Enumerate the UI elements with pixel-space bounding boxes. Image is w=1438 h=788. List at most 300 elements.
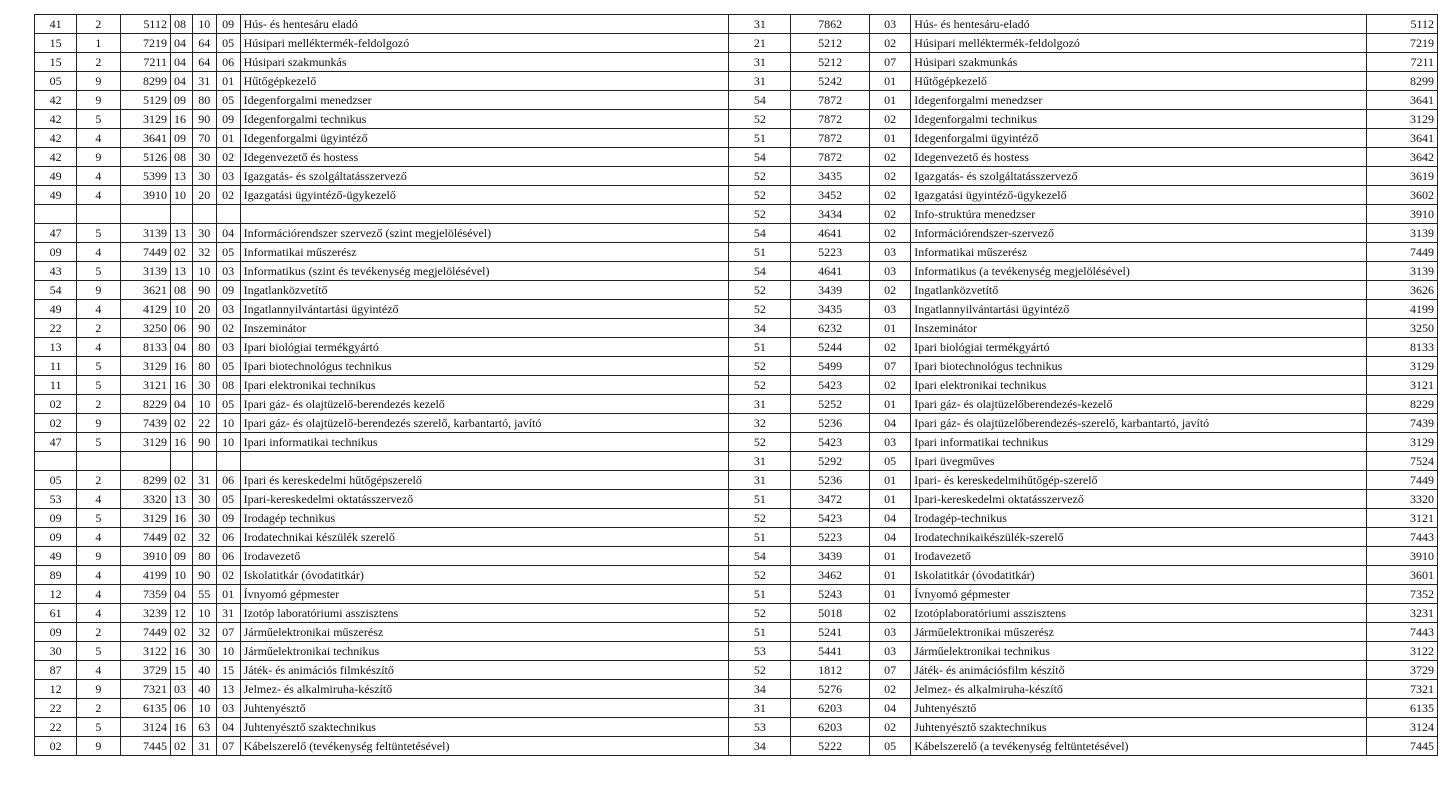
right-code-cell: 3435 xyxy=(791,167,870,186)
left-code-d-cell: 64 xyxy=(192,53,216,72)
left-code-d-cell: 22 xyxy=(192,414,216,433)
left-code-d-cell: 55 xyxy=(192,585,216,604)
left-code-d-cell: 31 xyxy=(192,72,216,91)
left-code-c-cell: 10 xyxy=(170,300,192,319)
right-feor-cell: 3641 xyxy=(1367,129,1438,148)
left-code-b-cell: 5 xyxy=(77,433,120,452)
table-row xyxy=(35,452,1438,471)
left-feor-cell: 7439 xyxy=(120,414,170,433)
right-level-cell: 31 xyxy=(729,699,791,718)
left-feor-cell: 3121 xyxy=(120,376,170,395)
right-level-cell: 52 xyxy=(729,205,791,224)
left-code-d-cell: 40 xyxy=(192,680,216,699)
left-code-b-cell: 4 xyxy=(77,186,120,205)
right-code-cell: 5236 xyxy=(791,414,870,433)
left-code-c-cell: 16 xyxy=(170,718,192,737)
left-feor-cell: 3129 xyxy=(120,110,170,129)
right-seq-cell: 05 xyxy=(869,737,910,756)
table-row xyxy=(35,186,1438,205)
right-seq-cell: 03 xyxy=(869,433,910,452)
right-feor-cell: 3139 xyxy=(1367,224,1438,243)
left-code-b-cell: 5 xyxy=(77,509,120,528)
left-feor-cell: 7321 xyxy=(120,680,170,699)
table-row xyxy=(35,642,1438,661)
left-code-a-cell: 42 xyxy=(35,148,77,167)
table-row xyxy=(35,110,1438,129)
right-feor-cell: 7211 xyxy=(1367,53,1438,72)
right-level-cell: 51 xyxy=(729,585,791,604)
left-code-c-cell: 10 xyxy=(170,566,192,585)
left-code-e-cell: 10 xyxy=(216,433,240,452)
right-seq-cell: 01 xyxy=(869,490,910,509)
table-row xyxy=(35,376,1438,395)
left-code-b-cell: 4 xyxy=(77,300,120,319)
left-code-d-cell: 32 xyxy=(192,528,216,547)
right-occupation-name-cell: Hús- és hentesáru-eladó xyxy=(911,15,1367,34)
right-feor-cell: 7449 xyxy=(1367,471,1438,490)
right-level-cell: 52 xyxy=(729,566,791,585)
right-occupation-name-cell: Ívnyomó gépmester xyxy=(911,585,1367,604)
left-occupation-name-cell: Húsipari szakmunkás xyxy=(240,53,729,72)
right-seq-cell: 01 xyxy=(869,91,910,110)
table-row xyxy=(35,338,1438,357)
right-feor-cell: 3231 xyxy=(1367,604,1438,623)
left-code-a-cell: 49 xyxy=(35,186,77,205)
left-code-e-cell: 09 xyxy=(216,110,240,129)
left-code-a-cell: 12 xyxy=(35,680,77,699)
right-occupation-name-cell: Információrendszer-szervező xyxy=(911,224,1367,243)
right-occupation-name-cell: Járműelektronikai technikus xyxy=(911,642,1367,661)
left-code-e-cell: 15 xyxy=(216,661,240,680)
right-feor-cell: 4199 xyxy=(1367,300,1438,319)
right-seq-cell: 03 xyxy=(869,15,910,34)
right-seq-cell: 04 xyxy=(869,414,910,433)
right-feor-cell: 7443 xyxy=(1367,528,1438,547)
right-code-cell: 5236 xyxy=(791,471,870,490)
left-code-b-cell: 4 xyxy=(77,167,120,186)
right-occupation-name-cell: Idegenforgalmi technikus xyxy=(911,110,1367,129)
right-feor-cell: 3129 xyxy=(1367,433,1438,452)
left-code-b-cell xyxy=(77,452,120,471)
left-code-d-cell xyxy=(192,205,216,224)
left-code-d-cell: 80 xyxy=(192,338,216,357)
right-feor-cell: 7449 xyxy=(1367,243,1438,262)
left-code-a-cell: 12 xyxy=(35,585,77,604)
left-code-e-cell: 02 xyxy=(216,148,240,167)
left-code-b-cell: 9 xyxy=(77,680,120,699)
left-code-b-cell: 1 xyxy=(77,34,120,53)
right-feor-cell: 3121 xyxy=(1367,509,1438,528)
right-level-cell: 52 xyxy=(729,661,791,680)
right-seq-cell: 01 xyxy=(869,566,910,585)
left-code-b-cell: 2 xyxy=(77,15,120,34)
left-code-a-cell: 49 xyxy=(35,300,77,319)
right-feor-cell: 3642 xyxy=(1367,148,1438,167)
table-row xyxy=(35,414,1438,433)
left-code-c-cell: 16 xyxy=(170,433,192,452)
right-level-cell: 52 xyxy=(729,604,791,623)
table-row xyxy=(35,699,1438,718)
right-occupation-name-cell: Irodavezető xyxy=(911,547,1367,566)
left-code-a-cell: 89 xyxy=(35,566,77,585)
left-code-d-cell: 20 xyxy=(192,186,216,205)
left-code-a-cell xyxy=(35,205,77,224)
left-code-a-cell: 09 xyxy=(35,509,77,528)
left-feor-cell: 3910 xyxy=(120,547,170,566)
left-occupation-name-cell: Ipari biológiai termékgyártó xyxy=(240,338,729,357)
table-row xyxy=(35,53,1438,72)
left-code-c-cell: 04 xyxy=(170,53,192,72)
left-code-a-cell: 54 xyxy=(35,281,77,300)
left-code-b-cell: 2 xyxy=(77,623,120,642)
right-feor-cell: 3626 xyxy=(1367,281,1438,300)
right-seq-cell: 01 xyxy=(869,129,910,148)
right-code-cell: 5222 xyxy=(791,737,870,756)
right-occupation-name-cell: Ingatlanközvetítő xyxy=(911,281,1367,300)
left-code-a-cell: 53 xyxy=(35,490,77,509)
left-code-b-cell: 4 xyxy=(77,604,120,623)
left-feor-cell: 4129 xyxy=(120,300,170,319)
table-row xyxy=(35,490,1438,509)
right-level-cell: 52 xyxy=(729,357,791,376)
right-seq-cell: 04 xyxy=(869,699,910,718)
right-occupation-name-cell: Ingatlannyilvántartási ügyintéző xyxy=(911,300,1367,319)
right-level-cell: 31 xyxy=(729,471,791,490)
right-feor-cell: 7439 xyxy=(1367,414,1438,433)
left-occupation-name-cell: Iskolatitkár (óvodatitkár) xyxy=(240,566,729,585)
left-code-c-cell: 02 xyxy=(170,414,192,433)
left-code-b-cell: 5 xyxy=(77,357,120,376)
right-seq-cell: 03 xyxy=(869,300,910,319)
right-feor-cell: 3250 xyxy=(1367,319,1438,338)
left-feor-cell xyxy=(120,452,170,471)
right-feor-cell: 5112 xyxy=(1367,15,1438,34)
right-seq-cell: 01 xyxy=(869,547,910,566)
left-code-d-cell: 90 xyxy=(192,110,216,129)
right-level-cell: 51 xyxy=(729,490,791,509)
right-seq-cell: 07 xyxy=(869,661,910,680)
table-row xyxy=(35,167,1438,186)
left-code-c-cell: 16 xyxy=(170,357,192,376)
right-occupation-name-cell: Idegenvezető és hostess xyxy=(911,148,1367,167)
left-code-d-cell: 64 xyxy=(192,34,216,53)
left-code-e-cell xyxy=(216,205,240,224)
right-code-cell: 5244 xyxy=(791,338,870,357)
right-seq-cell: 02 xyxy=(869,148,910,167)
right-level-cell: 54 xyxy=(729,91,791,110)
left-code-e-cell: 03 xyxy=(216,167,240,186)
left-feor-cell: 7449 xyxy=(120,623,170,642)
left-feor-cell: 3129 xyxy=(120,357,170,376)
right-feor-cell: 7321 xyxy=(1367,680,1438,699)
table-row xyxy=(35,471,1438,490)
left-feor-cell: 3239 xyxy=(120,604,170,623)
left-feor-cell: 7445 xyxy=(120,737,170,756)
left-occupation-name-cell: Járműelektronikai műszerész xyxy=(240,623,729,642)
left-occupation-name-cell: Irodagép technikus xyxy=(240,509,729,528)
left-occupation-name-cell: Idegenforgalmi menedzser xyxy=(240,91,729,110)
right-feor-cell: 3129 xyxy=(1367,357,1438,376)
right-code-cell: 3462 xyxy=(791,566,870,585)
left-code-b-cell: 2 xyxy=(77,53,120,72)
left-code-e-cell: 02 xyxy=(216,566,240,585)
right-code-cell: 6232 xyxy=(791,319,870,338)
left-feor-cell: 3139 xyxy=(120,224,170,243)
left-code-b-cell: 2 xyxy=(77,699,120,718)
left-code-c-cell xyxy=(170,205,192,224)
left-code-b-cell: 5 xyxy=(77,224,120,243)
left-code-c-cell: 08 xyxy=(170,15,192,34)
table-row xyxy=(35,433,1438,452)
right-code-cell: 6203 xyxy=(791,718,870,737)
left-occupation-name-cell: Idegenforgalmi ügyintéző xyxy=(240,129,729,148)
left-code-c-cell: 16 xyxy=(170,642,192,661)
left-code-c-cell: 04 xyxy=(170,72,192,91)
left-code-b-cell: 2 xyxy=(77,395,120,414)
left-code-d-cell: 80 xyxy=(192,91,216,110)
table-row xyxy=(35,91,1438,110)
left-code-d-cell: 30 xyxy=(192,642,216,661)
table-row xyxy=(35,680,1438,699)
right-level-cell: 52 xyxy=(729,281,791,300)
table-row xyxy=(35,718,1438,737)
right-code-cell: 5252 xyxy=(791,395,870,414)
right-feor-cell: 7443 xyxy=(1367,623,1438,642)
right-code-cell: 5223 xyxy=(791,528,870,547)
table-row xyxy=(35,34,1438,53)
right-feor-cell: 3139 xyxy=(1367,262,1438,281)
left-code-e-cell: 05 xyxy=(216,34,240,53)
right-code-cell: 1812 xyxy=(791,661,870,680)
left-code-a-cell: 61 xyxy=(35,604,77,623)
left-feor-cell: 7449 xyxy=(120,243,170,262)
right-level-cell: 51 xyxy=(729,528,791,547)
left-occupation-name-cell: Ívnyomó gépmester xyxy=(240,585,729,604)
left-code-e-cell: 03 xyxy=(216,699,240,718)
table-row xyxy=(35,547,1438,566)
left-code-e-cell: 13 xyxy=(216,680,240,699)
left-code-e-cell: 06 xyxy=(216,471,240,490)
right-seq-cell: 01 xyxy=(869,585,910,604)
table-row xyxy=(35,585,1438,604)
left-occupation-name-cell xyxy=(240,452,729,471)
right-level-cell: 52 xyxy=(729,433,791,452)
right-level-cell: 52 xyxy=(729,110,791,129)
left-feor-cell: 3129 xyxy=(120,509,170,528)
right-level-cell: 54 xyxy=(729,148,791,167)
table-row xyxy=(35,224,1438,243)
left-feor-cell: 5126 xyxy=(120,148,170,167)
right-level-cell: 53 xyxy=(729,718,791,737)
right-code-cell: 5292 xyxy=(791,452,870,471)
left-code-b-cell: 9 xyxy=(77,72,120,91)
right-seq-cell: 02 xyxy=(869,167,910,186)
right-level-cell: 54 xyxy=(729,547,791,566)
right-code-cell: 5499 xyxy=(791,357,870,376)
left-code-c-cell: 06 xyxy=(170,319,192,338)
right-feor-cell: 3320 xyxy=(1367,490,1438,509)
right-seq-cell: 02 xyxy=(869,34,910,53)
left-code-b-cell: 5 xyxy=(77,718,120,737)
left-code-a-cell: 22 xyxy=(35,699,77,718)
right-seq-cell: 07 xyxy=(869,53,910,72)
right-level-cell: 31 xyxy=(729,15,791,34)
left-code-d-cell: 10 xyxy=(192,395,216,414)
right-code-cell: 3434 xyxy=(791,205,870,224)
right-feor-cell: 8299 xyxy=(1367,72,1438,91)
table-row xyxy=(35,129,1438,148)
right-level-cell: 54 xyxy=(729,224,791,243)
right-feor-cell: 3729 xyxy=(1367,661,1438,680)
left-code-c-cell: 06 xyxy=(170,699,192,718)
left-code-c-cell xyxy=(170,452,192,471)
left-code-c-cell: 04 xyxy=(170,585,192,604)
right-level-cell: 52 xyxy=(729,186,791,205)
left-occupation-name-cell: Idegenvezető és hostess xyxy=(240,148,729,167)
left-code-e-cell: 07 xyxy=(216,623,240,642)
left-code-a-cell: 49 xyxy=(35,547,77,566)
right-occupation-name-cell: Irodatechnikaikészülék-szerelő xyxy=(911,528,1367,547)
right-occupation-name-cell: Húsipari szakmunkás xyxy=(911,53,1367,72)
right-code-cell: 5423 xyxy=(791,509,870,528)
right-level-cell: 51 xyxy=(729,243,791,262)
right-seq-cell: 04 xyxy=(869,509,910,528)
left-occupation-name-cell xyxy=(240,205,729,224)
left-code-c-cell: 16 xyxy=(170,509,192,528)
left-code-a-cell xyxy=(35,452,77,471)
right-occupation-name-cell: Ipari üvegműves xyxy=(911,452,1367,471)
right-seq-cell: 02 xyxy=(869,224,910,243)
left-code-a-cell: 30 xyxy=(35,642,77,661)
right-occupation-name-cell: Ipari gáz- és olajtüzelőberendezés-kezelő xyxy=(911,395,1367,414)
right-feor-cell: 3129 xyxy=(1367,110,1438,129)
table-row xyxy=(35,262,1438,281)
right-feor-cell: 3121 xyxy=(1367,376,1438,395)
left-code-e-cell: 05 xyxy=(216,243,240,262)
left-code-b-cell: 9 xyxy=(77,281,120,300)
right-occupation-name-cell: Ipari biotechnológus technikus xyxy=(911,357,1367,376)
left-feor-cell: 5129 xyxy=(120,91,170,110)
left-occupation-name-cell: Igazgatási ügyintéző-ügykezelő xyxy=(240,186,729,205)
left-code-c-cell: 02 xyxy=(170,243,192,262)
right-seq-cell: 04 xyxy=(869,528,910,547)
right-occupation-name-cell: Informatikai műszerész xyxy=(911,243,1367,262)
left-occupation-name-cell: Ipari informatikai technikus xyxy=(240,433,729,452)
left-occupation-name-cell: Izotóp laboratóriumi asszisztens xyxy=(240,604,729,623)
right-occupation-name-cell: Ipari biológiai termékgyártó xyxy=(911,338,1367,357)
right-seq-cell: 02 xyxy=(869,110,910,129)
left-feor-cell: 3320 xyxy=(120,490,170,509)
occupation-code-table xyxy=(34,14,1438,756)
left-feor-cell: 8229 xyxy=(120,395,170,414)
left-code-d-cell: 70 xyxy=(192,129,216,148)
left-code-e-cell: 10 xyxy=(216,414,240,433)
right-code-cell: 7862 xyxy=(791,15,870,34)
right-seq-cell: 02 xyxy=(869,680,910,699)
left-code-b-cell: 9 xyxy=(77,91,120,110)
table-row xyxy=(35,148,1438,167)
left-occupation-name-cell: Juhtenyésztő szaktechnikus xyxy=(240,718,729,737)
right-feor-cell: 3122 xyxy=(1367,642,1438,661)
left-code-b-cell: 4 xyxy=(77,243,120,262)
left-code-e-cell: 05 xyxy=(216,395,240,414)
left-occupation-name-cell: Jelmez- és alkalmiruha-készítő xyxy=(240,680,729,699)
left-occupation-name-cell: Játék- és animációs filmkészítő xyxy=(240,661,729,680)
right-code-cell: 7872 xyxy=(791,91,870,110)
left-feor-cell: 3139 xyxy=(120,262,170,281)
left-code-e-cell: 08 xyxy=(216,376,240,395)
right-level-cell: 51 xyxy=(729,129,791,148)
left-code-c-cell: 16 xyxy=(170,376,192,395)
left-code-a-cell: 02 xyxy=(35,414,77,433)
left-code-c-cell: 16 xyxy=(170,110,192,129)
right-level-cell: 31 xyxy=(729,452,791,471)
left-occupation-name-cell: Irodatechnikai készülék szerelő xyxy=(240,528,729,547)
right-occupation-name-cell: Ipari-kereskedelmi oktatásszervező xyxy=(911,490,1367,509)
table-row xyxy=(35,72,1438,91)
left-code-b-cell: 5 xyxy=(77,376,120,395)
left-code-a-cell: 09 xyxy=(35,623,77,642)
left-code-a-cell: 11 xyxy=(35,376,77,395)
right-level-cell: 31 xyxy=(729,53,791,72)
left-code-b-cell: 2 xyxy=(77,471,120,490)
right-feor-cell: 3619 xyxy=(1367,167,1438,186)
left-code-d-cell: 32 xyxy=(192,243,216,262)
left-occupation-name-cell: Ipari elektronikai technikus xyxy=(240,376,729,395)
right-feor-cell: 3641 xyxy=(1367,91,1438,110)
left-code-b-cell: 5 xyxy=(77,110,120,129)
right-occupation-name-cell: Ipari- és kereskedelmihűtőgép-szerelő xyxy=(911,471,1367,490)
left-code-d-cell: 10 xyxy=(192,262,216,281)
left-code-a-cell: 42 xyxy=(35,129,77,148)
left-code-d-cell: 80 xyxy=(192,357,216,376)
left-feor-cell: 8133 xyxy=(120,338,170,357)
right-code-cell: 4641 xyxy=(791,262,870,281)
left-code-c-cell: 08 xyxy=(170,281,192,300)
left-feor-cell: 3641 xyxy=(120,129,170,148)
left-code-c-cell: 08 xyxy=(170,148,192,167)
right-code-cell: 3452 xyxy=(791,186,870,205)
left-feor-cell: 8299 xyxy=(120,471,170,490)
right-occupation-name-cell: Jelmez- és alkalmiruha-készítő xyxy=(911,680,1367,699)
left-code-d-cell: 30 xyxy=(192,148,216,167)
left-occupation-name-cell: Ingatlanközvetítő xyxy=(240,281,729,300)
left-code-b-cell: 4 xyxy=(77,528,120,547)
left-occupation-name-cell: Igazgatás- és szolgáltatásszervező xyxy=(240,167,729,186)
left-code-d-cell: 90 xyxy=(192,566,216,585)
right-level-cell: 52 xyxy=(729,376,791,395)
table-row xyxy=(35,661,1438,680)
left-code-d-cell: 80 xyxy=(192,547,216,566)
left-code-c-cell: 12 xyxy=(170,604,192,623)
left-code-a-cell: 02 xyxy=(35,737,77,756)
table-row xyxy=(35,300,1438,319)
left-code-a-cell: 02 xyxy=(35,395,77,414)
left-occupation-name-cell: Ingatlannyilvántartási ügyintéző xyxy=(240,300,729,319)
left-occupation-name-cell: Ipari biotechnológus technikus xyxy=(240,357,729,376)
left-code-c-cell: 02 xyxy=(170,623,192,642)
left-code-c-cell: 13 xyxy=(170,167,192,186)
left-occupation-name-cell: Információrendszer szervező (szint megjelölésével) xyxy=(240,224,729,243)
left-feor-cell: 3729 xyxy=(120,661,170,680)
left-code-c-cell: 02 xyxy=(170,737,192,756)
left-code-d-cell: 10 xyxy=(192,604,216,623)
left-code-c-cell: 04 xyxy=(170,395,192,414)
right-code-cell: 5423 xyxy=(791,376,870,395)
left-code-d-cell: 90 xyxy=(192,281,216,300)
right-occupation-name-cell: Játék- és animációsfilm készítő xyxy=(911,661,1367,680)
right-level-cell: 34 xyxy=(729,680,791,699)
